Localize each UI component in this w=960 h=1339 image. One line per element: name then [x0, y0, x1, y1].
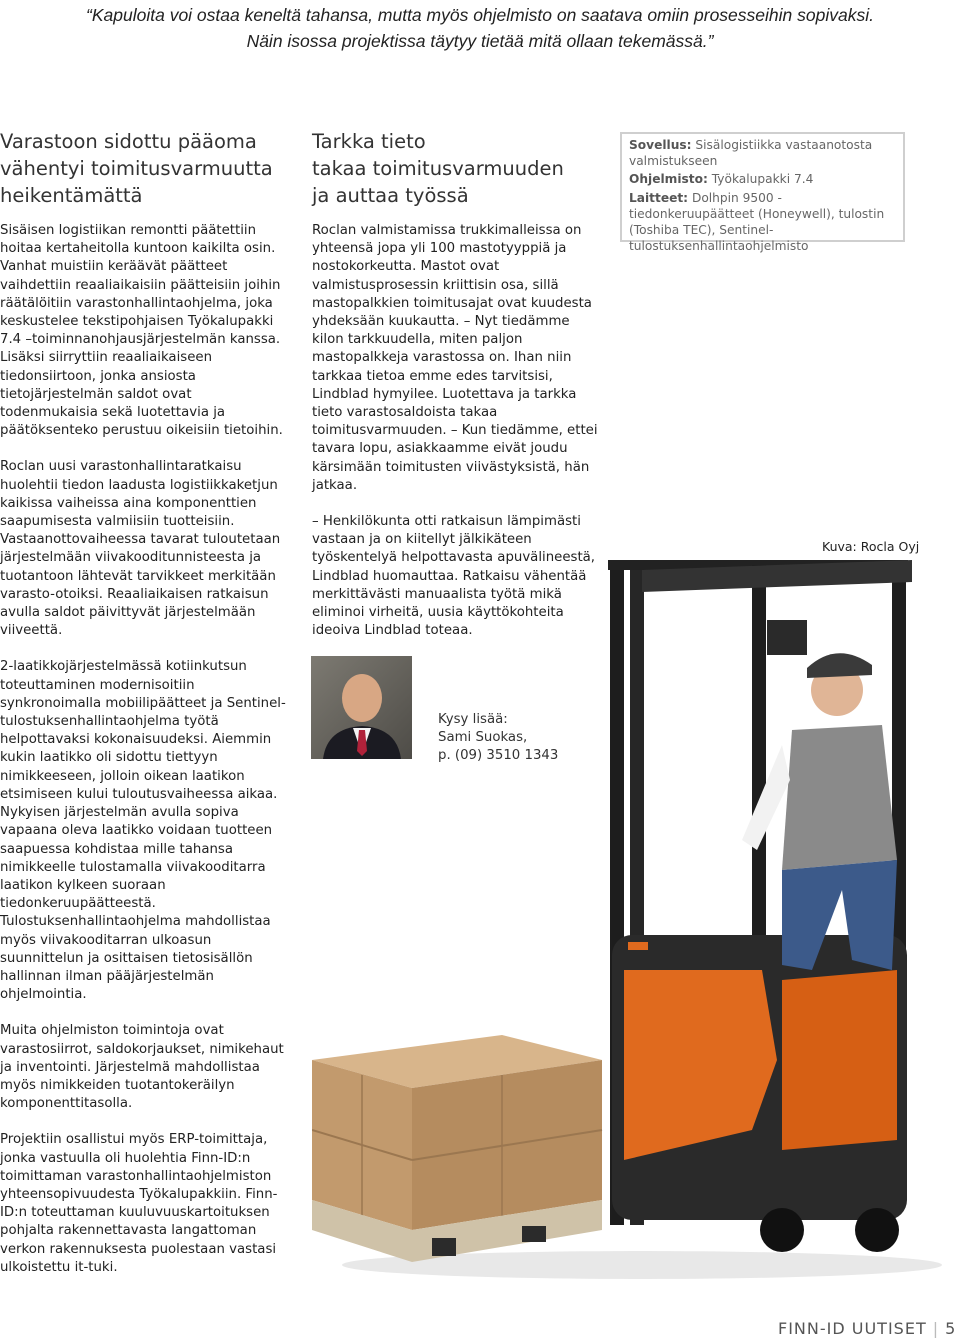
info-label: Laitteet:: [629, 190, 689, 205]
paragraph: Sisäisen logistiikan remontti päätettiin hoitaa kertaheitolla kuntoon kaikilta osin. Vanhat muistiin keräävät päätteet vaihdettiin reaaliaikaisiin päätteisiin joihin räätälöitiin varastonhallintaohjelma, joka keskustelee tekstipohjaisen Työkalupakki 7.4 –toiminnanohjausjärjestelmän kanssa. Lisäksi siirryttiin reaaliaikaiseen tiedonsiirtoon, jonka ansiosta tietojärjestelmän saldot ovat todenmukaisia sekä luotettavia ja päätöksenteko perustuu oikeisiin tietoihin.: [0, 223, 283, 439]
info-label: Sovellus:: [629, 138, 692, 152]
paragraph: Muita ohjelmiston toimintoja ovat varastosiirrot, saldokorjaukset, nimikehaut ja inventointi. Järjestelmä mahdollistaa myös nimikkeiden tuotantokeräilyn komponenttitasolla.: [0, 1023, 284, 1112]
paragraph: 2-laatikkojärjestelmässä kotiinkutsun toteuttaminen modernisoitiin synkronoimalla mobiilipäätteet ja Sentinel-tulostuksenhallintaohjelma työtä helpottavaksi kokonaisuudeksi. Aiemmin kukin laatikko oli sidottu tiettyyn nimikkeeseen, jolloin oikean laatikon etsimiseen kului tuloutusvaiheessa aikaa. Nykyisen järjestelmän avulla sopiva vapaana oleva laatikko voidaan tuotteen saapuessa kohdistaa mille tahansa nimikkeelle tulostamalla viivakooditarra laatikon kylkeen suoraan tiedonkeruupäätteestä. Tulostuksenhallintaohjelma mahdollistaa myös viivakooditarran ulkoasun suunnittelun ja osittaisen tietosisällön hallinnan ilman pääjärjestelmän ohjelmointia.: [0, 659, 286, 1003]
forklift-photo: [312, 540, 960, 1300]
heading-line: Varastoon sidottu pääoma: [0, 130, 257, 153]
pull-quote: [40, 2, 920, 54]
contact-name: Sami Suokas,: [438, 730, 528, 745]
info-value: Työkalupakki 7.4: [711, 172, 814, 187]
portrait-photo: [311, 656, 412, 759]
heading-line: takaa toimitusvarmuuden: [312, 157, 564, 180]
column-1-heading: [0, 128, 300, 209]
contact-info: [438, 711, 558, 765]
info-devices: [629, 190, 896, 255]
page-number: 5: [945, 1319, 957, 1338]
project-info-box: [620, 132, 905, 254]
heading-line: ja auttaa työssä: [312, 184, 469, 207]
heading-line: Tarkka tieto: [312, 130, 426, 153]
paragraph: – Henkilökunta otti ratkaisun lämpimästi vastaan ja on kiitellyt jälkikäteen työskentelyä helpottavasta apuvälineestä, Lindblad huomauttaa. Ratkaisu vähentää merkittävästi manuaalista työtä mikä eliminoi virheitä, uusia käyttökohteita ideoiva Lindblad toteaa.: [312, 514, 596, 639]
publication-name: FINN-ID UUTISET: [778, 1319, 927, 1338]
info-label: Ohjelmisto:: [629, 172, 708, 187]
column-1-body: [0, 222, 286, 1295]
pull-quote-line-1: “Kapuloita voi ostaa keneltä tahansa, mutta myös ohjelmisto on saatava omiin prosesseihin sopivaksi.: [86, 5, 874, 25]
photo-credit: Kuva: Rocla Oyj: [822, 539, 920, 554]
info-value: Sisälogistiikka vastaanotosta valmistukseen: [629, 138, 873, 169]
paragraph: Roclan uusi varastonhallintaratkaisu huolehtii tiedon laadusta logistiikkaketjun kaikissa vaiheissa aina komponenttien saapumisesta valmiisiin tuotteisiin. Vastaanottovaiheessa tavarat tuloutetaan järjestelmään viivakooditunnisteesta ja tuotantoon lähtevät tarvikkeet merkitään varasto-otoiksi. Reaaliaikaisen ratkaisun avulla saldot päivittyvät järjestelmään viiveettä.: [0, 459, 281, 639]
footer-separator: |: [932, 1319, 940, 1338]
info-software: [629, 171, 896, 187]
column-2-heading: [312, 128, 612, 209]
info-value: Dolhpin 9500 -tiedonkeruupäätteet (Honeywell), tulostin (Toshiba TEC), Sentinel-tulostuksenhallintaohjelmisto: [629, 190, 885, 254]
paragraph: Projektiin osallistui myös ERP-toimittaja, jonka vastuulla oli huolehtia Finn-ID:n toimittaman varastonhallintaohjelmiston yhteensopivuudesta Työkalupakkiin. Finn-ID:n toteuttaman kuuluvuuskartoituksen pohjalta rakennettavasta langattoman verkon rakennuksesta puolestaan vastasi ulkoistettu it-tuki.: [0, 1132, 278, 1275]
contact-label: Kysy lisää:: [438, 712, 508, 727]
info-application: [629, 137, 896, 169]
pull-quote-line-2: Näin isossa projektissa täytyy tietää mitä ollaan tekemässä.”: [246, 31, 714, 51]
heading-line: heikentämättä: [0, 184, 143, 207]
contact-phone: p. (09) 3510 1343: [438, 748, 559, 763]
heading-line: vähentyi toimitusvarmuutta: [0, 157, 273, 180]
paragraph: Roclan valmistamissa trukkimalleissa on yhteensä jopa yli 100 mastotyyppiä ja nostokorkeutta. Mastot ovat valmistusprosessin kriittisin osa, sillä mastopalkkien toimitusajat ovat kuudesta yhdeksään kuukautta. – Nyt tiedämme kilon tarkkuudella, miten paljon mastopalkkeja varastossa on. Ihan niin tarkkaa tietoa emme edes tarvitsisi, Lindblad hymyilee. Luotettava ja tarkka tieto varastosaldoista takaa toimitusvarmuuden. – Kun tiedämme, ettei tavara lopu, asiakkaamme eivät joudu kärsimään toimitusten viivästyksistä, hän jatkaa.: [312, 223, 598, 493]
page-footer: [778, 1319, 956, 1338]
